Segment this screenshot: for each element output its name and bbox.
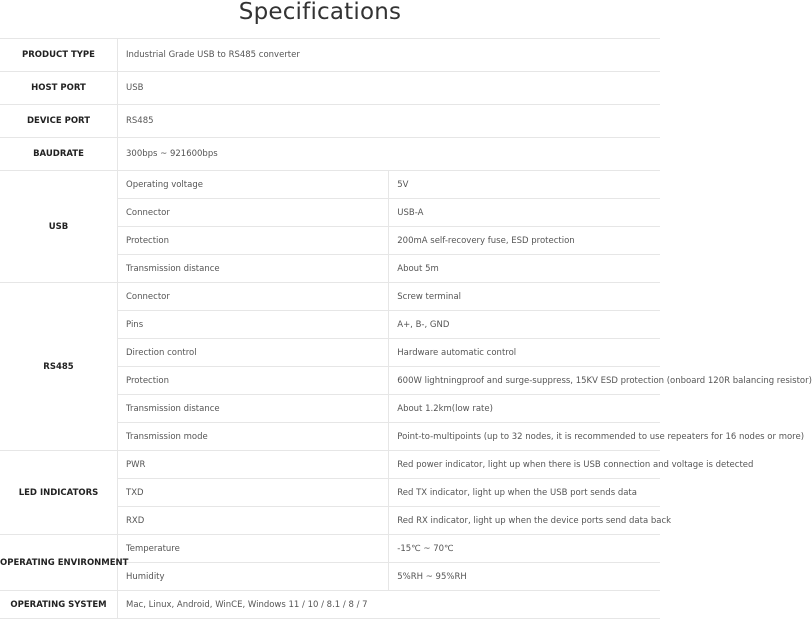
spec-value: Point-to-multipoints (up to 32 nodes, it is recommended to use repeaters for 16 nodes or more) — [389, 423, 660, 451]
spec-value: 5V — [389, 171, 660, 199]
spec-category-rs485: RS485 — [0, 283, 118, 451]
spec-sub-label: Humidity — [118, 563, 389, 591]
spec-sub-label: Operating voltage — [118, 171, 389, 199]
spec-sub-label: PWR — [118, 451, 389, 479]
spec-category: DEVICE PORT — [0, 105, 118, 138]
spec-value: Hardware automatic control — [389, 339, 660, 367]
spec-category-led-indicators: LED INDICATORS — [0, 451, 118, 535]
spec-sub-label: Transmission distance — [118, 395, 389, 423]
spec-category-operating-environment: OPERATING ENVIRONMENT — [0, 535, 118, 591]
spec-category-operating-system: OPERATING SYSTEM — [0, 591, 118, 619]
spec-value: USB-A — [389, 199, 660, 227]
spec-category: BAUDRATE — [0, 138, 118, 171]
spec-sub-label: Protection — [118, 367, 389, 395]
spec-row-device-port — [0, 105, 660, 138]
spec-category: HOST PORT — [0, 72, 118, 105]
spec-value: -15℃ ~ 70℃ — [389, 535, 660, 563]
spec-value: Red RX indicator, light up when the device ports send data back — [389, 507, 660, 535]
spec-row-host-port — [0, 72, 660, 105]
spec-sub-label: Direction control — [118, 339, 389, 367]
spec-value: Red TX indicator, light up when the USB port sends data — [389, 479, 660, 507]
spec-value: Screw terminal — [389, 283, 660, 311]
spec-value: 600W lightningproof and surge-suppress, 15KV ESD protection (onboard 120R balancing resistor) — [389, 367, 660, 395]
spec-row-env-temperature — [0, 535, 660, 563]
page-title: Specifications — [238, 0, 402, 25]
specifications-table — [0, 38, 812, 619]
spec-category: PRODUCT TYPE — [0, 39, 118, 72]
spec-row-product-type — [0, 39, 660, 72]
spec-sub-label: TXD — [118, 479, 389, 507]
spec-sub-label: Transmission mode — [118, 423, 389, 451]
spec-sub-label: RXD — [118, 507, 389, 535]
spec-sub-label: Pins — [118, 311, 389, 339]
spec-value: 300bps ~ 921600bps — [118, 138, 661, 171]
spec-value: Mac, Linux, Android, WinCE, Windows 11 / 10 / 8.1 / 8 / 7 — [118, 591, 661, 619]
spec-value: 200mA self-recovery fuse, ESD protection — [389, 227, 660, 255]
spec-row-baudrate — [0, 138, 660, 171]
spec-row-usb-operating-voltage — [0, 171, 660, 199]
spec-category-usb: USB — [0, 171, 118, 283]
spec-row-rs485-connector — [0, 283, 660, 311]
spec-sub-label: Protection — [118, 227, 389, 255]
spec-value: Industrial Grade USB to RS485 converter — [118, 39, 661, 72]
spec-row-operating-system — [0, 591, 660, 619]
spec-row-led-pwr — [0, 451, 660, 479]
spec-value: A+, B-, GND — [389, 311, 660, 339]
spec-value: About 1.2km(low rate) — [389, 395, 660, 423]
spec-sub-label: Temperature — [118, 535, 389, 563]
spec-value: RS485 — [118, 105, 661, 138]
spec-sub-label: Transmission distance — [118, 255, 389, 283]
spec-value: USB — [118, 72, 661, 105]
spec-value: 5%RH ~ 95%RH — [389, 563, 660, 591]
spec-value: About 5m — [389, 255, 660, 283]
spec-value: Red power indicator, light up when there is USB connection and voltage is detected — [389, 451, 660, 479]
spec-sub-label: Connector — [118, 199, 389, 227]
spec-sub-label: Connector — [118, 283, 389, 311]
